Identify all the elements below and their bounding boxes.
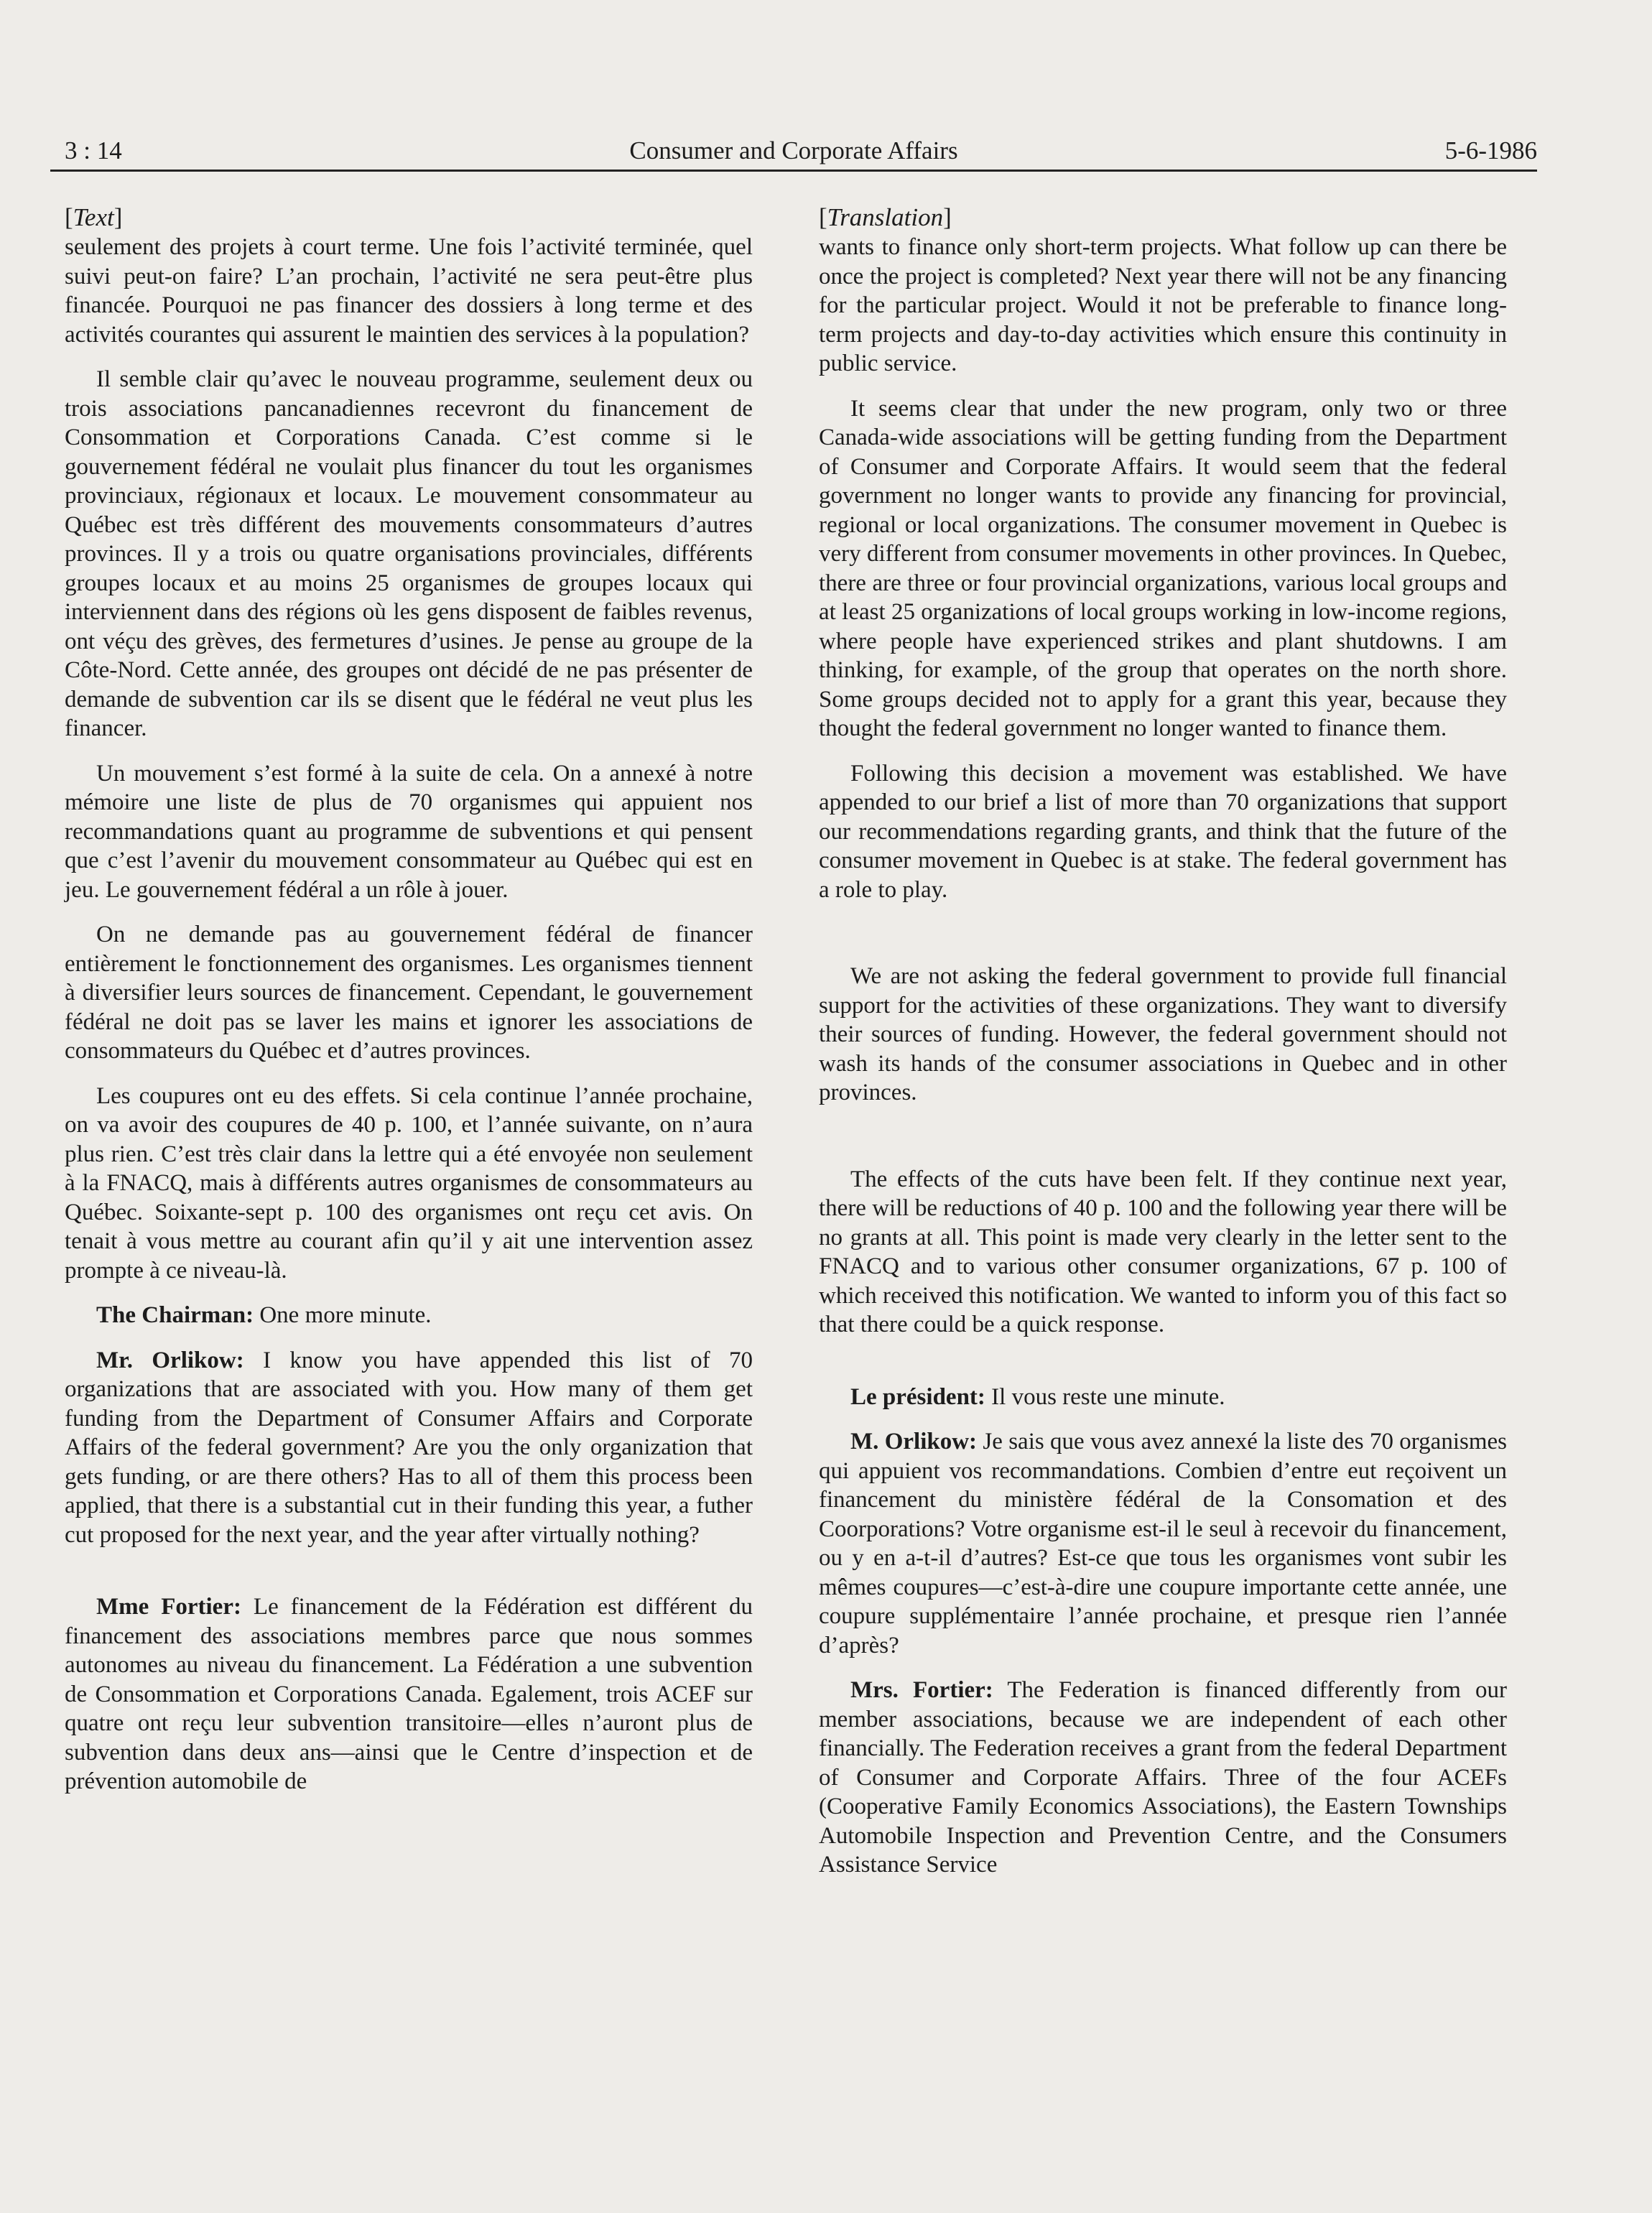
speaker-name: Mme Fortier: — [96, 1594, 241, 1620]
page-header — [50, 129, 1537, 172]
right-column-english — [819, 203, 1507, 1880]
column-label: [Text] — [65, 203, 123, 231]
paragraph: Following this decision a movement was established. We have appended to our brief a list of more than 70 organizations that support our recommendations regarding grants, and think that the future of the consumer movement in Quebec is at stake. The federal government has a role to play. — [819, 760, 1507, 903]
paragraph: Les coupures ont eu des effets. Si cela continue l’année prochaine, on va avoir des coupures de 40 p. 100, et l’année suivante, on n’aura plus rien. C’est très clair dans la lettre qui a été envoyée non seulement à la FNACQ, mais à différents autres organismes de consommateurs au Québec. Soixante-sept p. 100 des organismes ont reçu cet avis. On tenait à vous mettre au courant afin qu’il y ait une intervention assez prompte à ce niveau-là. — [65, 1082, 753, 1284]
paragraph: We are not asking the federal government to provide full financial support for the activities of these organizations. They want to diversify their sources of funding. However, the federal government should not wash its hands of the consumer associations in Quebec and in other provinces. — [819, 963, 1507, 1105]
speech-paragraph: M. Orlikow: Je sais que vous avez annexé la liste des 70 organismes qui appuient vos recommandations. Combien d’entre eut reçoivent un financement du ministère fédéral de la Consomation et des Coorporations? Votre organisme est-il le seul à recevoir du financement, ou y en a-t-il d’autres? Est-ce que tous les organismes vont subir les mêmes coupures—c’est-à-dire une coupure importante cette année, une coupure supplémentaire l’année prochaine, et presque rien l’année d’après? — [819, 1429, 1508, 1658]
speaker-name: Le président: — [850, 1383, 985, 1410]
paragraph: Il semble clair qu’avec le nouveau programme, seulement deux ou trois associations pancanadiennes recevront du financement de Consommation et Corporations Canada. C’est comme si le gouvernement fédéral ne voulait plus financer du tout les organismes provinciaux, régionaux et locaux. Le mouvement consommateur au Québec est très différent des mouvements consommateurs d’autres provinces. Il y a trois ou quatre organisations provinciales, différents groupes locaux et au moins 25 organismes de groupes locaux qui interviennent dans des régions où les gens disposent de faibles revenus, ont véçu des grèves, des fermetures d’usines. Je pense au groupe de la Côte-Nord. Cette année, des groupes ont décidé de ne pas présenter de demande de subvention car ils se disent que le fédéral ne veut plus les financer. — [65, 366, 753, 741]
speaker-name: Mr. Orlikow: — [96, 1347, 244, 1373]
paragraph: Un mouvement s’est formé à la suite de cela. On a annexé à notre mémoire une liste de plus de 70 organismes qui appuient nos recommandations quant au programme de subventions et qui pensent que c’est l’avenir du mouvement consommateur au Québec qui est en jeu. Le gouvernement fédéral a un rôle à jouer. — [65, 760, 753, 903]
column-label: [Translation] — [819, 203, 952, 231]
paragraph: On ne demande pas au gouvernement fédéral de financer entièrement le fonctionnement des organismes. Les organismes tiennent à diversifier leurs sources de financement. Cependant, le gouvernement fédéral ne doit pas se laver les mains et ignorer les associations de consommateurs du Québec et d’autres provinces. — [65, 922, 753, 1064]
speaker-name: M. Orlikow: — [850, 1429, 978, 1455]
left-column-french — [65, 203, 753, 1796]
paragraph: wants to finance only short-term projects. What follow up can there be once the project is completed? Next year there will not be any financing for the particular project. Would it not be preferable to finance long-term projects and day-to-day activities which ensure this continuity in public service. — [819, 234, 1507, 376]
speaker-name: The Chairman: — [96, 1302, 254, 1328]
header-date: 5-6-1986 — [1444, 136, 1537, 164]
speech-paragraph: The Chairman: One more minute. — [96, 1302, 432, 1328]
speech-paragraph: Mr. Orlikow: I know you have appended this list of 70 organizations that are associated with you. How many of them get funding from the Department of Consumer Affairs and Corporate Affairs of the federal government? Are you the only organization that gets funding, or are there others? Has to all of them this process been applied, that there is a substantial cut in their funding this year, a futher cut proposed for the next year, and the year after virtually nothing? — [65, 1347, 753, 1548]
speech-paragraph: Mme Fortier: Le financement de la Fédération est différent du financement des associations membres parce que nous sommes autonomes au niveau du financement. La Fédération a une subvention de Consommation et Corporations Canada. Egalement, trois ACEF sur quatre ont reçu leur subvention transitoire—elles n’auront plus de subvention dans deux ans—ainsi que le Centre d’inspection et de prévention automobile de — [65, 1594, 753, 1794]
speaker-name: Mrs. Fortier: — [850, 1677, 993, 1703]
paragraph: It seems clear that under the new program, only two or three Canada-wide associations will be getting funding from the Department of Consumer and Corporate Affairs. It would seem that the federal government no longer wants to provide any financing for provincial, regional or local organizations. The consumer movement in Quebec is very different from consumer movements in other provinces. In Quebec, there are three or four provincial organizations, various local groups and at least 25 organizations of local groups working in low-income regions, where people have experienced strikes and plant shutdowns. I am thinking, for example, of the group that operates on the north shore. Some groups decided not to apply for a grant this year, because they thought the federal government no longer wanted to finance them. — [819, 395, 1507, 741]
paragraph: seulement des projets à court terme. Une fois l’activité terminée, quel suivi peut-on faire? L’an prochain, l’activité ne sera peut-être plus financée. Pourquoi ne pas financer des dossiers à long terme et des activités courantes qui assurent le maintien des services à la population? — [65, 234, 753, 348]
speech-paragraph: Le président: Il vous reste une minute. — [850, 1383, 1225, 1410]
speech-paragraph: Mrs. Fortier: The Federation is financed differently from our member associations, because we are independent of each other financially. The Federation receives a grant from the federal Department of Consumer and Corporate Affairs. Three of the four ACEFs (Cooperative Family Economics Associations), the Eastern Townships Automobile Inspection and Prevention Centre, and the Consumers Assistance Service — [819, 1677, 1508, 1878]
paragraph: The effects of the cuts have been felt. If they continue next year, there will be reductions of 40 p. 100 and the following year there will be no grants at all. This point is made very clearly in the letter sent to the FNACQ and to various other consumer organizations, 67 p. 100 of which received this notification. We wanted to inform you of this fact so that there could be a quick response. — [819, 1166, 1507, 1337]
page-number: 3 : 14 — [65, 136, 122, 164]
running-title: Consumer and Corporate Affairs — [629, 136, 958, 164]
